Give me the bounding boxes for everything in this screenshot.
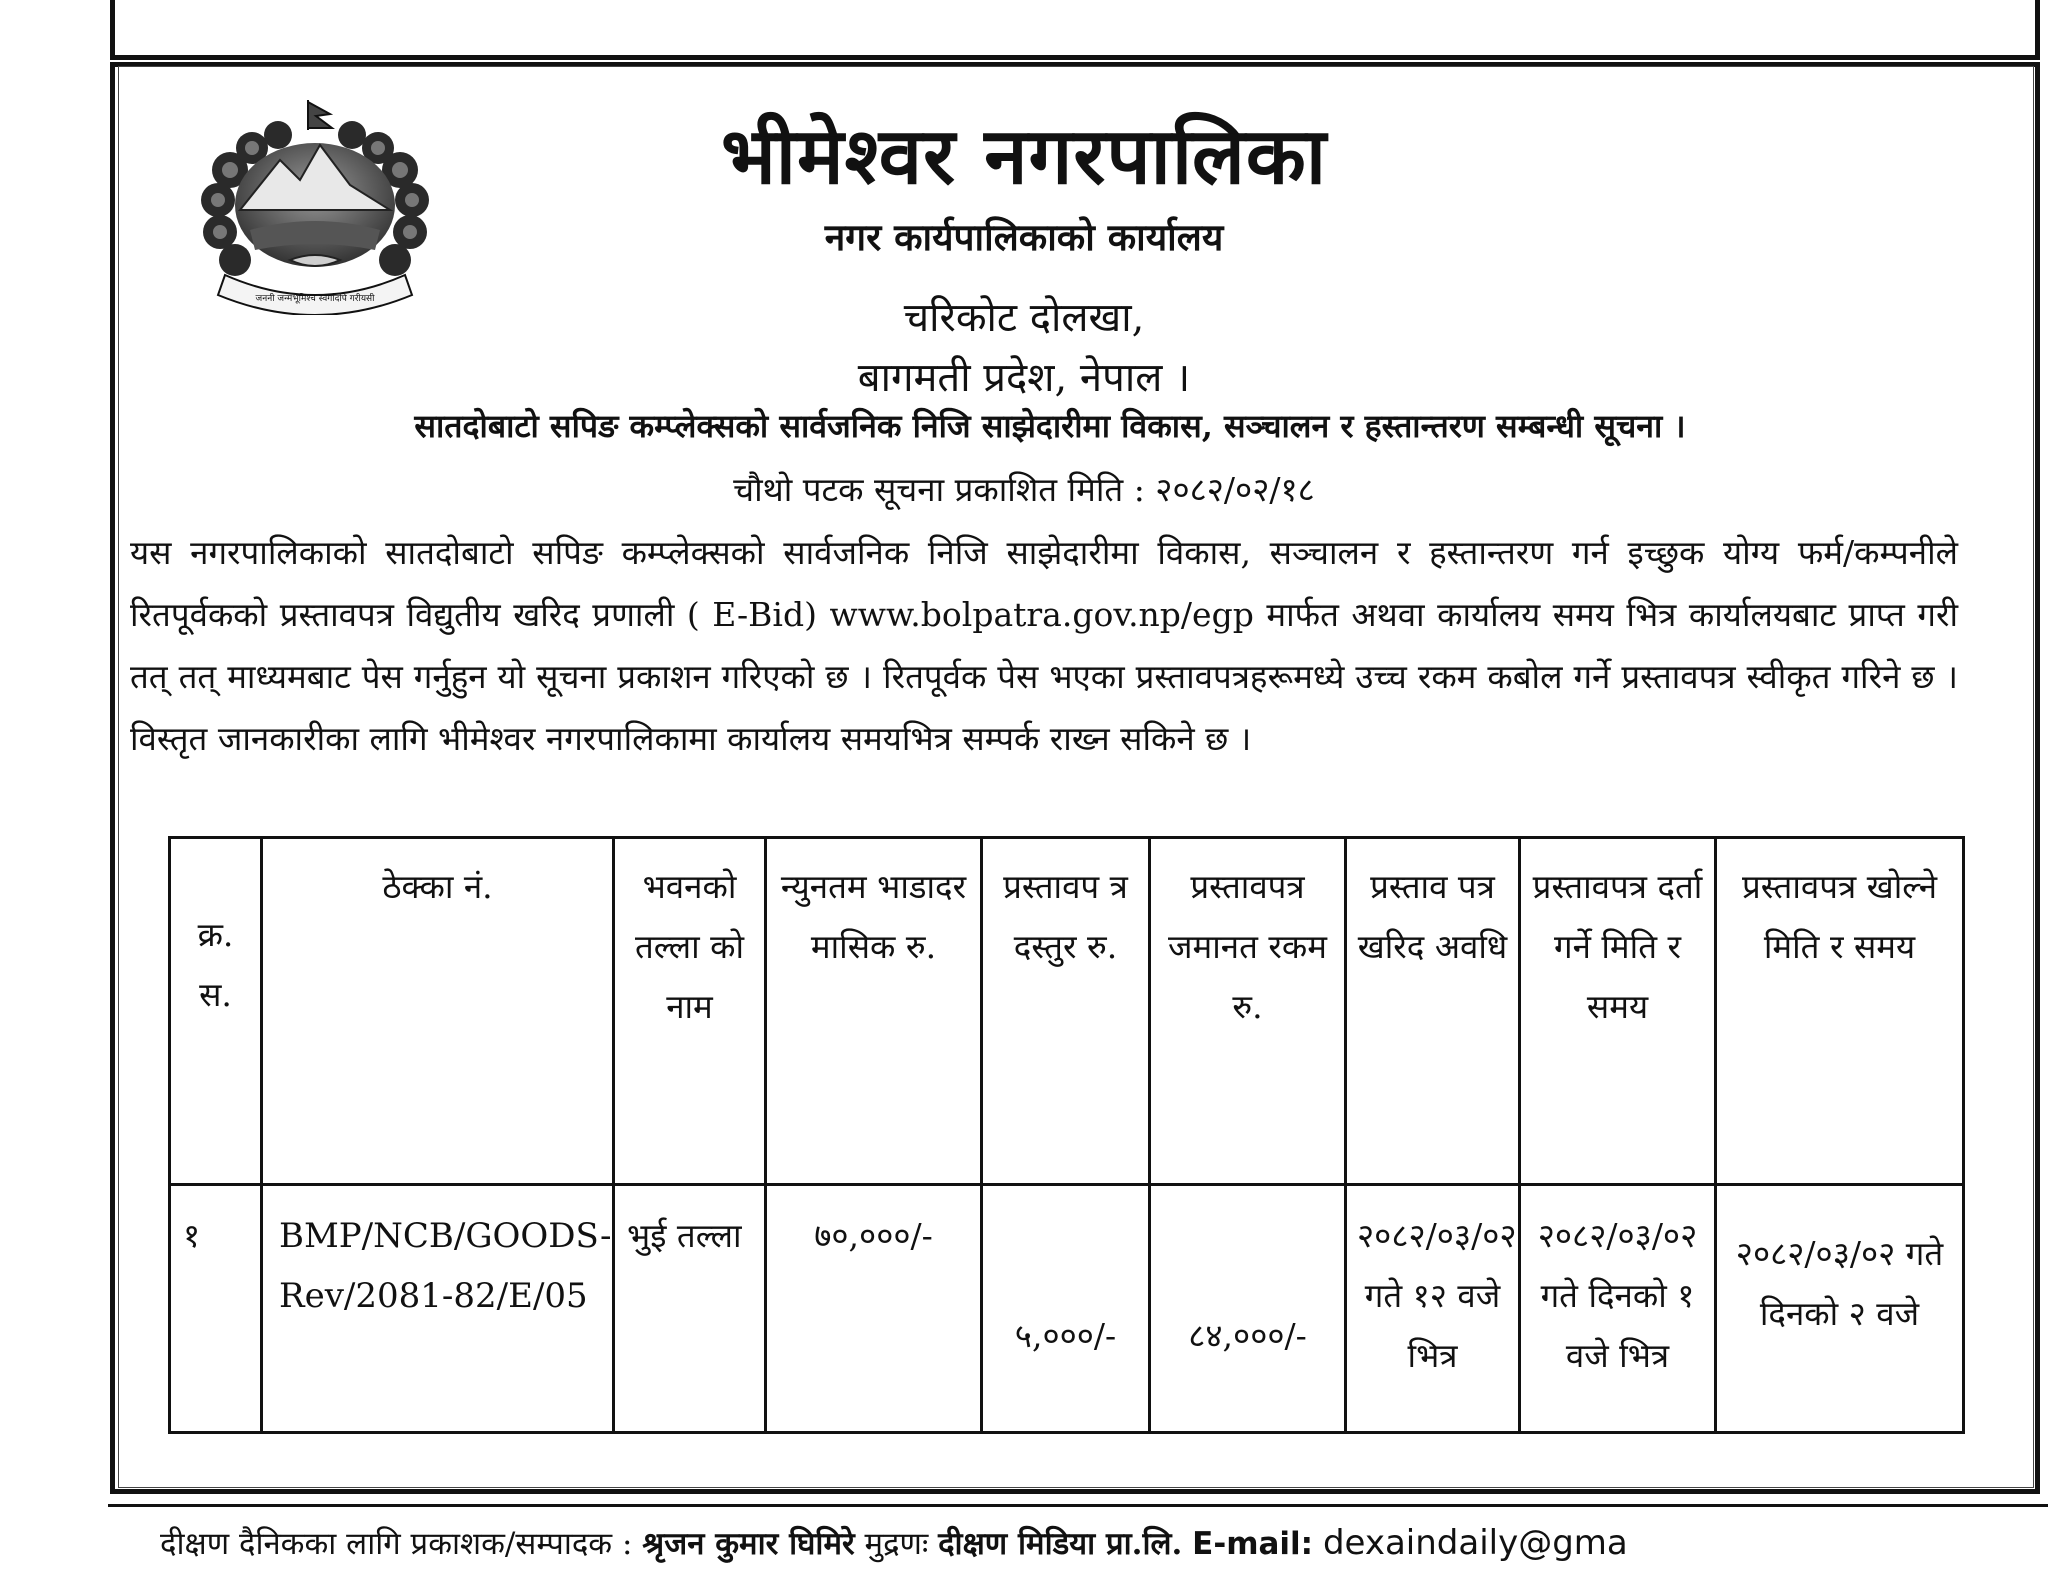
cell-floor: भुई तल्ला [614, 1185, 766, 1433]
header-fee: प्रस्तावप त्र दस्तुर रु. [982, 838, 1150, 1185]
cell-contract-no: BMP/NCB/GOODS-Rev/2081-82/E/05 [262, 1185, 614, 1433]
header-sn: क्र. स. [170, 838, 262, 1185]
footer-label: दीक्षण दैनिकका लागि प्रकाशक/सम्पादक : [160, 1526, 633, 1562]
cell-submission: २०८२/०३/०२ गते दिनको १ वजे भित्र [1520, 1185, 1716, 1433]
header-security: प्रस्तावपत्र जमानत रकम रु. [1150, 838, 1346, 1185]
cell-security: ८४,०००/- [1150, 1185, 1346, 1433]
top-frame [110, 0, 2040, 60]
cell-purchase-period: २०८२/०३/०२ गते १२ वजे भित्र [1346, 1185, 1520, 1433]
footer-email: dexaindaily@gma [1322, 1523, 1628, 1563]
notice-body: यस नगरपालिकाको सातदोबाटो सपिङ कम्प्लेक्सको सार्वजनिक निजि साझेदारीमा विकास, सञ्चालन र हस्तान्तरण गर्न इच्छुक योग्य फर्म/कम्पनीले रितपूर्वकको प्रस्तावपत्र विद्युतीय खरिद प्रणाली ( E-Bid) www.bolpatra.gov.np/egp मार्फत अथवा कार्यालय समय भित्र कार्यालयबाट प्राप्त गरी तत् तत् माध्यमबाट पेस गर्नुहुन यो सूचना प्रकाशन गरिएको छ । रितपूर्वक पेस भएका प्रस्तावपत्रहरूमध्ये उच्च रकम कबोल गर्ने प्रस्तावपत्र स्वीकृत गरिने छ । विस्तृत जानकारीका लागि भीमेश्वर नगरपालिकामा कार्यालय समयभित्र सम्पर्क राख्न सकिने छ । [130, 533, 1958, 758]
footer-printer: दीक्षण मिडिया प्रा.लि. [938, 1526, 1183, 1562]
header-contract-no: ठेक्का नं. [262, 838, 614, 1185]
header-min-rent: न्युनतम भाडादर मासिक रु. [766, 838, 982, 1185]
cell-min-rent: ७०,०००/- [766, 1185, 982, 1433]
cell-fee: ५,०००/- [982, 1185, 1150, 1433]
publication-date: चौथो पटक सूचना प्रकाशित मिति : २०८२/०२/१८ [733, 470, 1315, 509]
header-purchase-period: प्रस्ताव पत्र खरिद अवधि [1346, 838, 1520, 1185]
header-floor: भवनको तल्ला को नाम [614, 838, 766, 1185]
footer-publisher: श्रृजन कुमार घिमिरे [642, 1526, 855, 1562]
tender-table [168, 836, 1965, 1434]
footer-email-label: E-mail: [1192, 1526, 1314, 1562]
notice-subject: सातदोबाटो सपिङ कम्प्लेक्सको सार्वजनिक निजि साझेदारीमा विकास, सञ्चालन र हस्तान्तरण सम्बन्धी सूचना । [414, 407, 1686, 445]
emblem-motto: जननी जन्मभूमिश्च स्वर्गादपि गरीयसी [255, 294, 375, 304]
table-header-row [170, 838, 1964, 1185]
cell-sn: १ [170, 1185, 262, 1433]
publisher-footer [160, 1522, 1628, 1564]
municipality-title: भीमेश्वर नगरपालिका [720, 111, 1328, 202]
office-name: नगर कार्यपालिकाको कार्यालय [824, 215, 1224, 259]
header-submission: प्रस्तावपत्र दर्ता गर्ने मिति र समय [1520, 838, 1716, 1185]
address-line-2: बागमती प्रदेश, नेपाल । [857, 355, 1191, 401]
address-line-1: चरिकोट दोलखा, [903, 295, 1145, 341]
cell-opening: २०८२/०३/०२ गते दिनको २ वजे [1716, 1185, 1964, 1433]
table-row [170, 1185, 1964, 1433]
footer-divider [108, 1504, 2048, 1507]
header-opening: प्रस्तावपत्र खोल्ने मिति र समय [1716, 838, 1964, 1185]
footer-print-label: मुद्रणः [864, 1526, 929, 1562]
